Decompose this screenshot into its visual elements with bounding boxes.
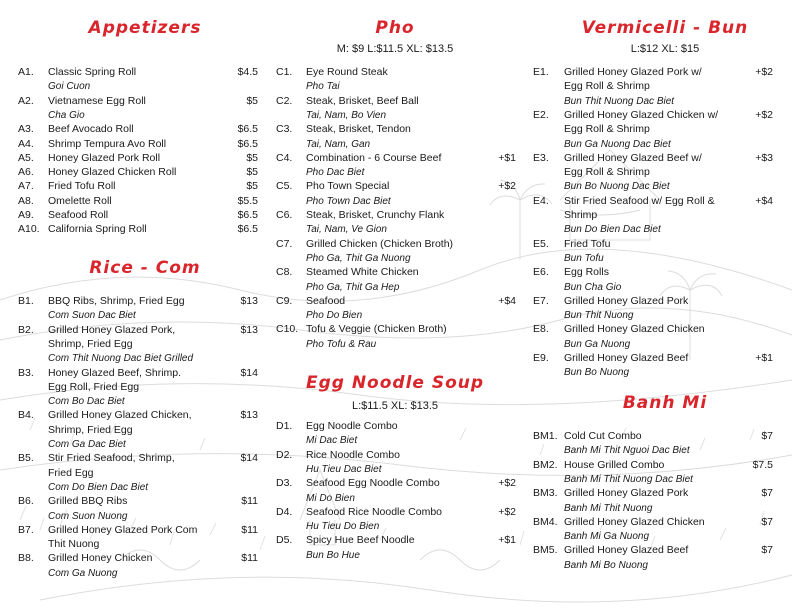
item-code: B5. — [18, 452, 34, 465]
menu-item — [533, 109, 773, 123]
item-price: +$3 — [755, 151, 773, 164]
item-name: Steamed White Chicken — [306, 266, 419, 279]
item-name: Egg Noodle Combo — [306, 420, 398, 432]
menu-item — [18, 123, 258, 137]
item-code: BM5. — [533, 544, 558, 557]
rice-heading: Rice - Com — [89, 258, 201, 278]
item-vietnamese-name: Bun Bo Nuong Dac Biet — [564, 181, 670, 193]
item-name: Pho Town Special — [306, 180, 390, 193]
item-name: Seafood — [306, 294, 346, 307]
menu-item — [18, 66, 258, 80]
item-vietnamese-name: Banh Mi Ga Nuong — [564, 531, 650, 543]
item-name: Spicy Hue Beef Noodle — [306, 534, 415, 547]
item-name: Grilled Honey Glazed Beef — [564, 544, 689, 557]
item-name-continued: Shrimp, Fried Egg — [48, 337, 133, 350]
item-code: B6. — [18, 495, 34, 508]
item-code: B1. — [18, 295, 34, 307]
item-name-continued: Thit Nuong — [48, 538, 100, 551]
menu-item — [18, 524, 258, 538]
item-name: Grilled Honey Glazed Pork Com — [48, 523, 198, 536]
item-code: A7. — [18, 180, 34, 193]
item-price: $14 — [240, 452, 258, 465]
item-name: Cold Cut Combo — [564, 430, 642, 442]
menu-item — [276, 152, 516, 166]
item-price: $7 — [761, 515, 773, 528]
item-name: Grilled Honey Glazed Beef — [564, 352, 689, 364]
item-price: $13 — [240, 409, 258, 422]
item-code: A1. — [18, 66, 34, 78]
item-name: Seafood Roll — [48, 209, 109, 221]
item-code: E5. — [533, 237, 549, 250]
item-vietnamese-name: Bun Bo Nuong — [564, 367, 630, 379]
item-code: A9. — [18, 209, 34, 221]
egg-noodle-heading: Egg Noodle Soup — [305, 373, 485, 393]
item-vietnamese-name: Banh Mi Bo Nuong — [564, 559, 648, 571]
item-vietnamese-name: Com Bo Dac Biet — [48, 396, 125, 408]
item-price: $11 — [241, 523, 258, 536]
item-price: +$4 — [498, 294, 516, 307]
item-price: $5.5 — [237, 194, 258, 207]
item-code: B8. — [18, 552, 34, 565]
item-name: Shrimp Tempura Avo Roll — [48, 137, 167, 150]
egg-noodle-sizes: L:$11.5 XL: $13.5 — [351, 400, 439, 412]
item-name: Rice Noodle Combo — [306, 448, 400, 461]
item-code: E1. — [533, 66, 549, 78]
item-name: Beef Avocado Roll — [48, 123, 134, 136]
menu-item — [18, 495, 258, 509]
item-code: C7. — [276, 237, 293, 250]
item-price: $7 — [761, 544, 773, 557]
item-code: A3. — [18, 123, 34, 136]
item-price: +$1 — [498, 151, 516, 164]
item-name-continued: Shrimp, Fried Egg — [48, 423, 133, 436]
item-price: $4.5 — [237, 66, 258, 78]
menu-item — [18, 166, 258, 180]
item-vietnamese-name: Banh Mi Thit Nguoi Dac Biet — [564, 445, 690, 457]
item-price: +$4 — [755, 194, 773, 207]
item-name-continued: Egg Roll & Shrimp — [564, 80, 650, 93]
item-vietnamese-name: Mi Do Bien — [306, 492, 355, 504]
item-name: Tofu & Veggie (Chicken Broth) — [306, 323, 447, 336]
menu-item — [276, 477, 516, 491]
item-code: A5. — [18, 151, 34, 164]
pho-sizes: M: $9 L:$11.5 XL: $13.5 — [336, 43, 454, 55]
menu-item — [276, 420, 516, 434]
item-code: E8. — [533, 323, 549, 336]
item-code: C3. — [276, 123, 293, 136]
item-price: $11 — [241, 495, 258, 508]
item-name: Honey Glazed Beef, Shrimp. — [48, 366, 182, 379]
item-code: A6. — [18, 166, 34, 179]
item-code: C2. — [276, 94, 293, 107]
item-name: Grilled Honey Chicken — [48, 552, 153, 565]
item-vietnamese-name: Pho Tai — [306, 81, 340, 93]
item-code: A10. — [18, 223, 40, 236]
item-vietnamese-name: Tai, Nam, Ve Gion — [306, 224, 387, 236]
item-vietnamese-name: Hu Tieu Do Bien — [306, 521, 380, 533]
item-price: $5 — [246, 94, 258, 107]
menu-item — [533, 459, 773, 473]
item-vietnamese-name: Tai, Nam, Bo Vien — [306, 109, 387, 121]
item-vietnamese-name: Pho Town Dac Biet — [306, 195, 391, 207]
item-name: Grilled Honey Glazed Chicken — [564, 515, 705, 528]
item-name: Fried Tofu — [564, 237, 611, 250]
menu-item — [533, 66, 773, 80]
item-price: $7 — [761, 430, 773, 442]
item-code: E9. — [533, 352, 549, 364]
item-code: A8. — [18, 194, 34, 207]
item-vietnamese-name: Bun Do Bien Dac Biet — [564, 224, 661, 236]
item-code: E6. — [533, 266, 549, 279]
item-vietnamese-name: Com Suon Nuong — [48, 510, 128, 522]
item-code: C5. — [276, 180, 293, 193]
item-price: $7 — [761, 487, 773, 500]
item-vietnamese-name: Com Ga Nuong — [48, 567, 118, 579]
item-name-continued: Egg Roll, Fried Egg — [48, 380, 140, 393]
item-code: C1. — [276, 66, 293, 78]
item-vietnamese-name: Cha Gio — [48, 109, 85, 121]
menu-item — [533, 352, 773, 366]
menu-item — [276, 506, 516, 520]
menu-item — [276, 66, 516, 80]
item-name: Grilled Honey Glazed Pork — [564, 487, 689, 500]
menu-item — [18, 552, 258, 566]
item-code: BM3. — [533, 487, 558, 500]
item-name: Grilled Honey Glazed Beef w/ — [564, 151, 702, 164]
item-code: BM4. — [533, 515, 558, 528]
item-name: Grilled BBQ Ribs — [48, 495, 128, 508]
item-code: C8. — [276, 266, 293, 279]
item-code: B2. — [18, 323, 34, 336]
menu-item — [533, 487, 773, 501]
menu-item — [18, 223, 258, 237]
item-name: Grilled Honey Glazed Chicken — [564, 323, 705, 336]
item-vietnamese-name: Banh Mi Thit Nuong Dac Biet — [564, 473, 693, 485]
item-vietnamese-name: Pho Tofu & Rau — [306, 338, 377, 350]
menu-item — [533, 238, 773, 252]
menu-item — [276, 534, 516, 548]
item-price: $6.5 — [237, 209, 258, 221]
appetizers-heading: Appetizers — [88, 18, 202, 38]
item-name-continued: Egg Roll & Shrimp — [564, 166, 650, 179]
item-price: +$2 — [755, 108, 773, 121]
menu-item — [276, 449, 516, 463]
item-price: +$1 — [755, 352, 773, 364]
menu-item — [276, 238, 516, 252]
item-vietnamese-name: Tai, Nam, Gan — [306, 138, 371, 150]
item-vietnamese-name: Pho Ga, Thit Ga Hep — [306, 281, 400, 293]
menu-item — [276, 295, 516, 309]
menu-item — [533, 430, 773, 444]
item-vietnamese-name: Bun Tofu — [564, 252, 604, 264]
menu-item — [18, 324, 258, 338]
item-price: +$2 — [498, 505, 516, 518]
menu-item — [276, 209, 516, 223]
menu-item — [533, 323, 773, 337]
menu-item — [18, 95, 258, 109]
item-vietnamese-name: Bun Cha Gio — [564, 281, 622, 293]
item-price: $5 — [246, 166, 258, 179]
menu-item — [533, 516, 773, 530]
menu-item — [533, 544, 773, 558]
item-code: D1. — [276, 420, 293, 432]
item-name: Eye Round Steak — [306, 66, 388, 78]
item-vietnamese-name: Bun Ga Nuong — [564, 338, 631, 350]
item-name: Honey Glazed Chicken Roll — [48, 166, 177, 179]
item-name: Grilled Chicken (Chicken Broth) — [306, 237, 454, 250]
item-code: B4. — [18, 409, 34, 422]
menu-item — [276, 95, 516, 109]
item-name: Combination - 6 Course Beef — [306, 151, 442, 164]
item-name: Seafood Egg Noodle Combo — [306, 477, 440, 490]
menu-item — [18, 295, 258, 309]
item-name: Steak, Brisket, Beef Ball — [306, 94, 419, 107]
item-code: B3. — [18, 366, 34, 379]
item-name: Seafood Rice Noodle Combo — [306, 505, 442, 518]
item-name-continued: Shrimp — [564, 209, 598, 221]
item-price: $11 — [241, 552, 258, 565]
item-name: Omelette Roll — [48, 194, 112, 207]
item-name: Steak, Brisket, Tendon — [306, 123, 411, 136]
item-code: E7. — [533, 294, 549, 307]
item-vietnamese-name: Pho Ga, Thit Ga Nuong — [306, 252, 411, 264]
menu-item — [533, 266, 773, 280]
item-code: BM2. — [533, 458, 558, 471]
item-code: B7. — [18, 523, 34, 536]
item-vietnamese-name: Com Ga Dac Biet — [48, 439, 126, 450]
pho-heading: Pho — [375, 18, 415, 38]
item-name: House Grilled Combo — [564, 458, 665, 471]
item-code: E4. — [533, 194, 549, 207]
menu-item — [18, 195, 258, 209]
item-code: D4. — [276, 505, 293, 518]
item-code: E3. — [533, 151, 549, 164]
item-vietnamese-name: Bun Thit Nuong Dac Biet — [564, 95, 675, 107]
item-vietnamese-name: Com Thit Nuong Dac Biet Grilled — [48, 353, 194, 365]
item-name: Steak, Brisket, Crunchy Flank — [306, 209, 445, 221]
item-name: Grilled Honey Glazed Chicken, — [48, 409, 192, 422]
item-code: BM1. — [533, 430, 558, 442]
item-name: Vietnamese Egg Roll — [48, 94, 146, 107]
item-name-continued: Fried Egg — [48, 466, 94, 479]
item-price: +$2 — [498, 477, 516, 490]
menu-item — [533, 295, 773, 309]
menu-item — [533, 195, 773, 209]
item-price: $6.5 — [237, 137, 258, 150]
item-name: Grilled Honey Glazed Pork w/ — [564, 66, 702, 78]
menu-item — [18, 152, 258, 166]
item-price: $14 — [240, 366, 258, 379]
item-code: A4. — [18, 137, 34, 150]
item-vietnamese-name: Bun Bo Hue — [306, 549, 360, 561]
item-price: +$2 — [498, 180, 516, 193]
item-vietnamese-name: Pho Do Bien — [306, 310, 363, 322]
menu-item — [276, 123, 516, 137]
item-code: C4. — [276, 151, 293, 164]
item-code: C10. — [276, 323, 299, 336]
item-price: +$1 — [498, 534, 516, 547]
item-vietnamese-name: Goi Cuon — [48, 81, 91, 93]
item-name: BBQ Ribs, Shrimp, Fried Egg — [48, 295, 185, 307]
item-name: Stir Fried Seafood w/ Egg Roll & — [564, 194, 715, 207]
item-name: Egg Rolls — [564, 266, 609, 279]
item-price: $5 — [246, 151, 258, 164]
item-code: D5. — [276, 534, 293, 547]
item-name: Grilled Honey Glazed Pork — [564, 294, 689, 307]
vermicelli-sizes: L:$12 XL: $15 — [630, 43, 700, 55]
item-price: +$2 — [755, 66, 773, 78]
menu-item — [18, 138, 258, 152]
item-code: C6. — [276, 209, 293, 221]
item-vietnamese-name: Hu Tieu Dac Biet — [306, 463, 382, 475]
item-name: Grilled Honey Glazed Chicken w/ — [564, 108, 719, 121]
banh-mi-heading: Banh Mi — [622, 393, 708, 413]
item-name: Honey Glazed Pork Roll — [48, 151, 161, 164]
menu-item — [18, 409, 258, 423]
menu-item — [18, 367, 258, 381]
item-price: $7.5 — [752, 458, 773, 471]
item-vietnamese-name: Bun Thit Nuong — [564, 310, 634, 322]
item-code: D2. — [276, 448, 293, 461]
item-name: California Spring Roll — [48, 223, 147, 236]
menu-item — [18, 180, 258, 194]
item-code: D3. — [276, 477, 293, 490]
item-code: C9. — [276, 294, 293, 307]
vermicelli-heading: Vermicelli - Bun — [581, 18, 749, 38]
item-vietnamese-name: Banh Mi Thit Nuong — [564, 502, 653, 514]
item-code: A2. — [18, 94, 34, 107]
menu-item — [18, 452, 258, 466]
item-vietnamese-name: Pho Dac Biet — [306, 167, 365, 179]
item-vietnamese-name: Com Suon Dac Biet — [48, 310, 136, 322]
menu-item — [533, 152, 773, 166]
item-price: $13 — [240, 323, 258, 336]
item-vietnamese-name: Com Do Bien Dac Biet — [48, 481, 149, 493]
item-name: Classic Spring Roll — [48, 66, 137, 78]
menu-item — [276, 180, 516, 194]
item-price: $5 — [246, 180, 258, 193]
item-price: $13 — [240, 295, 258, 307]
menu-item — [276, 266, 516, 280]
item-price: $6.5 — [237, 223, 258, 236]
item-price: $6.5 — [237, 123, 258, 136]
menu-item — [276, 323, 516, 337]
item-vietnamese-name: Bun Ga Nuong Dac Biet — [564, 138, 671, 150]
item-name: Grilled Honey Glazed Pork, — [48, 323, 176, 336]
item-name: Stir Fried Seafood, Shrimp, — [48, 452, 175, 465]
item-code: E2. — [533, 108, 549, 121]
item-vietnamese-name: Mi Dac Biet — [306, 435, 358, 447]
item-name-continued: Egg Roll & Shrimp — [564, 123, 650, 136]
item-name: Fried Tofu Roll — [48, 180, 116, 193]
menu-item — [18, 209, 258, 223]
